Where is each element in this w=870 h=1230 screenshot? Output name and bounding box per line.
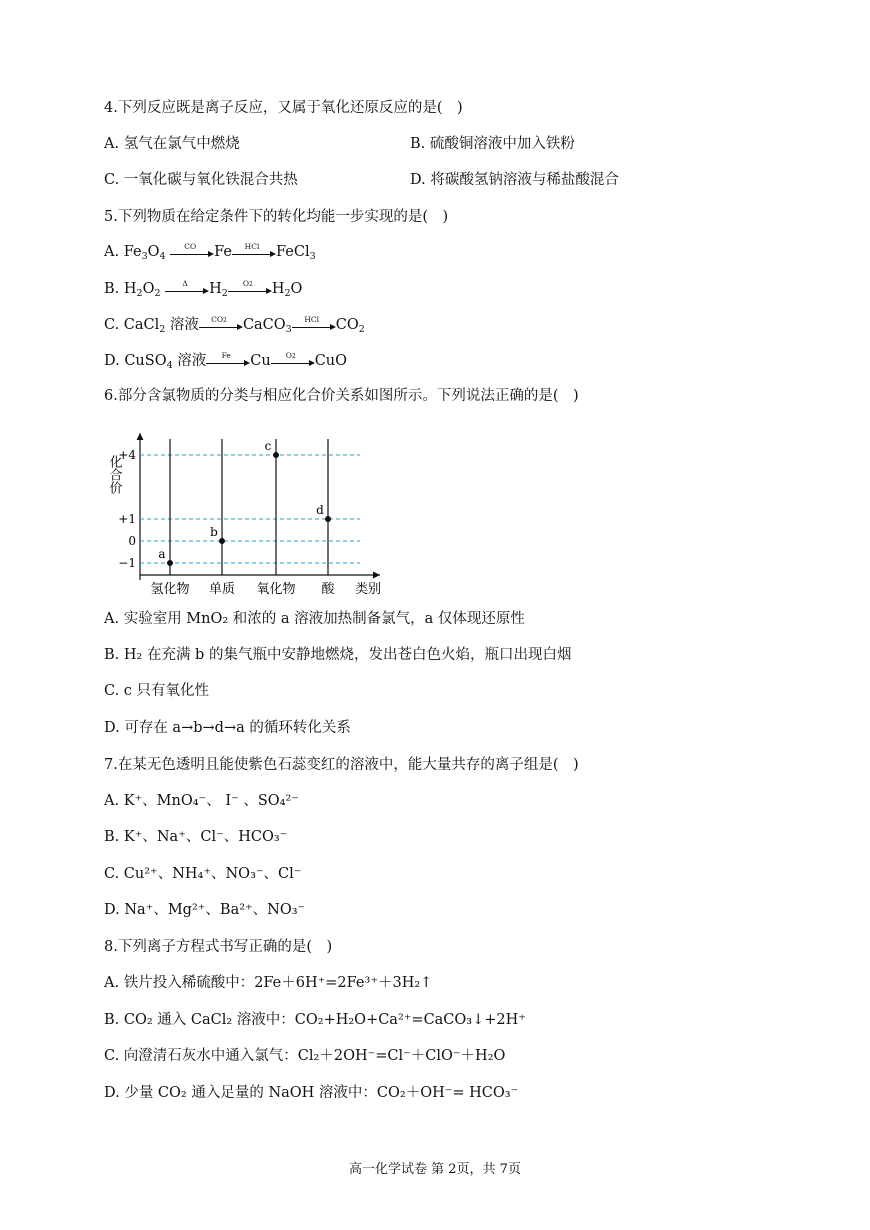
reaction-arrow: CO2 bbox=[199, 318, 243, 332]
y-tick-label: +4 bbox=[118, 448, 136, 462]
q5-option-a: A. $Fe_3O_4$ CO Fe HCl FeCl$_3$ bbox=[104, 242, 316, 262]
x-category-label: 单质 bbox=[208, 582, 236, 597]
point-label: b bbox=[210, 525, 218, 539]
reaction-arrow: HCl bbox=[232, 245, 276, 259]
x-category-label: 氧化物 bbox=[256, 582, 296, 597]
point-label: a bbox=[158, 547, 166, 561]
q5-option-d: D. CuSO$_4$ 溶液 Fe Cu O2 CuO bbox=[104, 351, 348, 371]
q8-stem: 8.下列离子方程式书写正确的是( ) bbox=[104, 939, 333, 955]
q8-option-a: A. 铁片投入稀硫酸中：2Fe＋6H⁺=2Fe³⁺＋3H₂↑ bbox=[104, 975, 433, 991]
q6-option-c: C. c 只有氧化性 bbox=[104, 683, 210, 699]
data-point bbox=[273, 452, 279, 458]
data-point bbox=[167, 560, 173, 566]
q7-stem: 7.在某无色透明且能使紫色石蕊变红的溶液中，能大量共存的离子组是( ) bbox=[104, 757, 579, 773]
q6-option-d: D. 可存在 a→b→d→a 的循环转化关系 bbox=[104, 720, 351, 736]
reaction-arrow: Δ bbox=[165, 282, 209, 296]
q7-option-c: C. Cu²⁺、NH₄⁺、NO₃⁻、Cl⁻ bbox=[104, 866, 302, 882]
q4-option-d: D. 将碳酸氢钠溶液与稀盐酸混合 bbox=[410, 172, 619, 188]
point-label: c bbox=[264, 439, 272, 453]
x-category-label: 酸 bbox=[321, 582, 335, 597]
q5-option-b: B. $H_2O_2$ Δ $H_2$ O2 $H_2O$ bbox=[104, 279, 303, 299]
q4-stem: 4.下列反应既是离子反应，又属于氧化还原反应的是( ) bbox=[104, 100, 463, 116]
q6-stem: 6.部分含氯物质的分类与相应化合价关系如图所示。下列说法正确的是( ) bbox=[104, 388, 579, 404]
q5-option-c: C. CaCl$_2$ 溶液 CO2 CaCO$_3$ HCl $CO_2$ bbox=[104, 315, 365, 335]
reaction-arrow: CO bbox=[170, 245, 214, 259]
reaction-arrow: Fe bbox=[206, 354, 250, 368]
reaction-arrow: O2 bbox=[228, 282, 272, 296]
q8-option-d: D. 少量 CO₂ 通入足量的 NaOH 溶液中：CO₂＋OH⁻= HCO₃⁻ bbox=[104, 1085, 519, 1101]
point-label: d bbox=[316, 503, 324, 517]
page-footer: 高一化学试卷 第 2页，共 7页 bbox=[349, 1162, 521, 1177]
y-tick-label: −1 bbox=[118, 556, 136, 570]
q5-stem: 5.下列物质在给定条件下的转化均能一步实现的是( ) bbox=[104, 209, 449, 225]
x-category-label: 氢化物 bbox=[150, 582, 190, 597]
q7-option-a: A. K⁺、MnO₄⁻、 I⁻ 、SO₄²⁻ bbox=[104, 793, 299, 809]
q8-option-c: C. 向澄清石灰水中通入氯气：Cl₂＋2OH⁻=Cl⁻＋ClO⁻＋H₂O bbox=[104, 1048, 506, 1064]
reaction-arrow: HCl bbox=[292, 318, 336, 332]
reaction-arrow: O2 bbox=[271, 354, 315, 368]
valence-chart bbox=[100, 425, 390, 605]
data-point bbox=[325, 516, 331, 522]
data-point bbox=[219, 538, 225, 544]
y-tick-label: 0 bbox=[128, 534, 136, 548]
q7-option-d: D. Na⁺、Mg²⁺、Ba²⁺、NO₃⁻ bbox=[104, 902, 306, 918]
x-axis-label: 类别 bbox=[355, 582, 382, 597]
q4-option-a: A. 氢气在氯气中燃烧 bbox=[104, 136, 240, 152]
q4-option-b: B. 硫酸铜溶液中加入铁粉 bbox=[410, 136, 575, 152]
y-tick-label: +1 bbox=[118, 512, 136, 526]
q4-option-c: C. 一氧化碳与氧化铁混合共热 bbox=[104, 172, 298, 188]
q6-option-b: B. H₂ 在充满 b 的集气瓶中安静地燃烧，发出苍白色火焰，瓶口出现白烟 bbox=[104, 647, 572, 663]
q6-option-a: A. 实验室用 MnO₂ 和浓的 a 溶液加热制备氯气，a 仅体现还原性 bbox=[104, 611, 525, 627]
q8-option-b: B. CO₂ 通入 CaCl₂ 溶液中：CO₂+H₂O+Ca²⁺=CaCO₃↓+2H⁺ bbox=[104, 1012, 526, 1028]
y-axis-label: 化合价 bbox=[106, 455, 122, 494]
q7-option-b: B. K⁺、Na⁺、Cl⁻、HCO₃⁻ bbox=[104, 829, 288, 845]
